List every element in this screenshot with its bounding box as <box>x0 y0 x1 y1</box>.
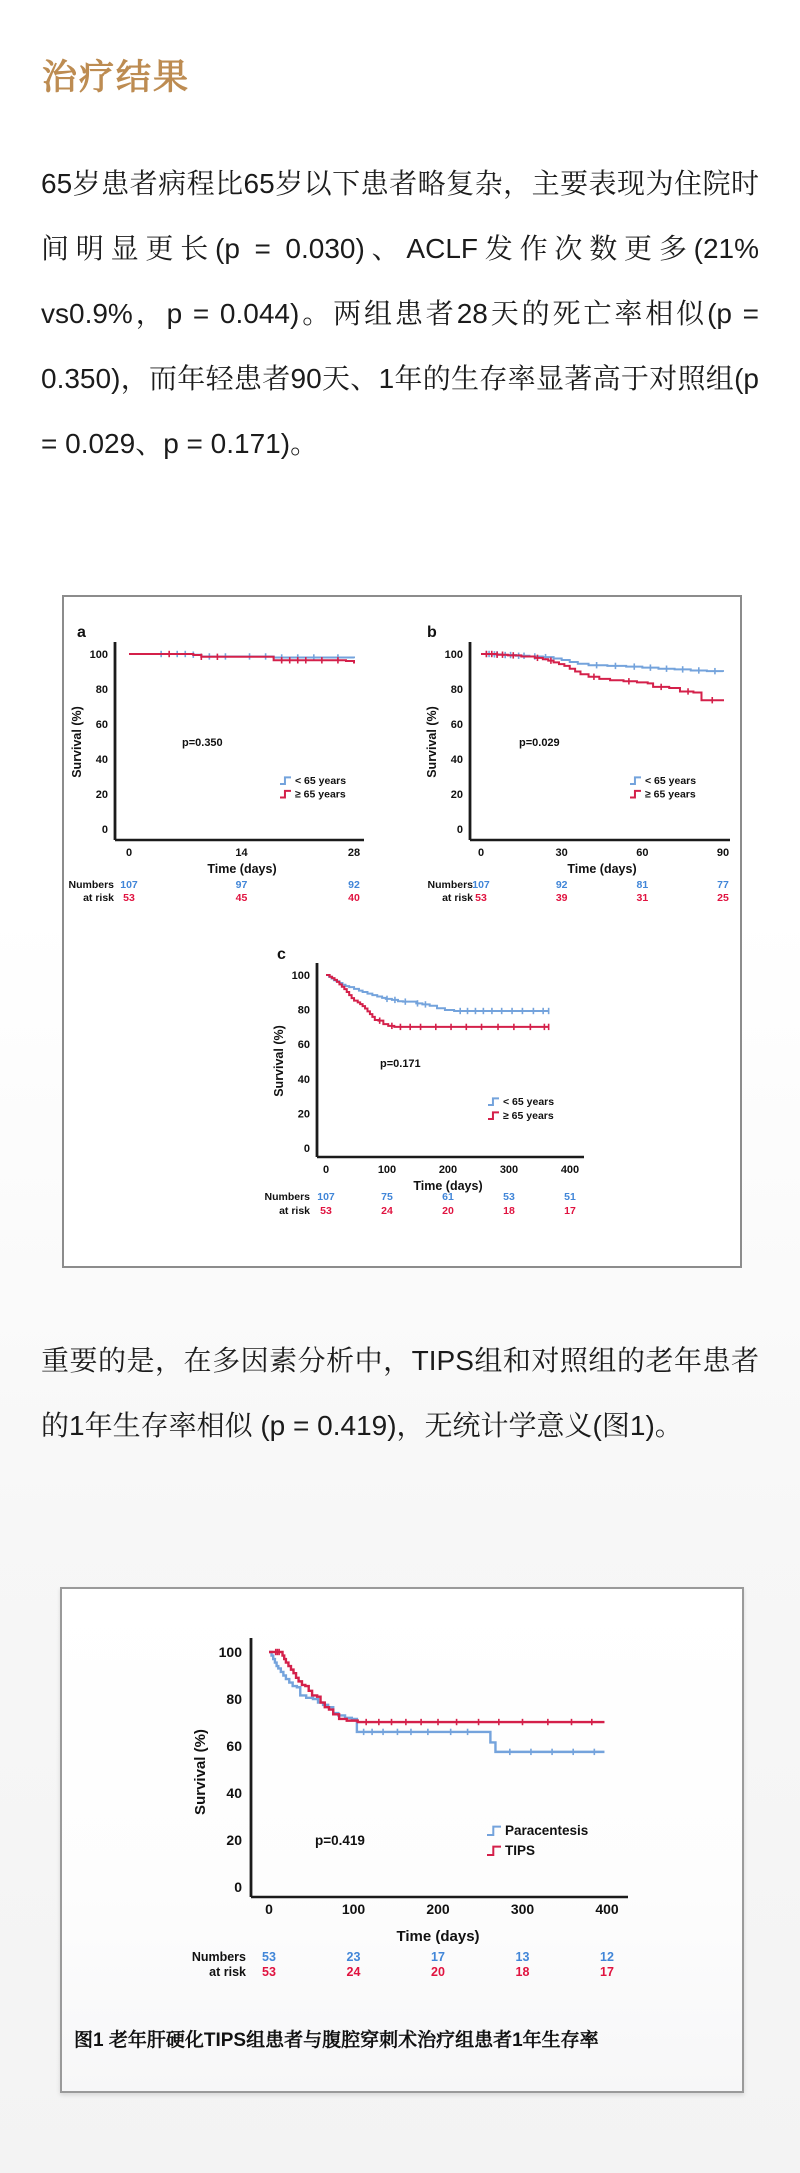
km-curve <box>269 1652 604 1722</box>
y-tick-label: 40 <box>95 753 108 766</box>
p-value: p=0.029 <box>519 737 560 749</box>
y-axis-title: Survival (%) <box>272 1025 286 1097</box>
risk-count: 20 <box>442 1205 454 1217</box>
y-tick-label: 100 <box>444 648 463 661</box>
legend-label: < 65 years <box>645 775 697 787</box>
p-value: p=0.171 <box>380 1058 421 1070</box>
y-tick-label: 40 <box>450 753 463 766</box>
x-tick-label: 200 <box>438 1164 458 1176</box>
risk-count: 107 <box>472 879 490 891</box>
risk-count: 107 <box>120 879 138 891</box>
risk-count: 24 <box>381 1205 393 1217</box>
legend-step-icon <box>630 791 641 798</box>
risk-count: 77 <box>717 879 729 891</box>
x-tick-label: 90 <box>716 847 730 859</box>
x-tick-label: 400 <box>595 1901 619 1917</box>
risk-table-label: at risk <box>83 892 114 904</box>
y-tick-label: 0 <box>303 1142 310 1155</box>
y-tick-label: 60 <box>450 718 463 731</box>
risk-count: 53 <box>320 1205 332 1217</box>
risk-count: 17 <box>431 1950 445 1964</box>
risk-count: 25 <box>717 892 729 904</box>
x-tick-label: 0 <box>322 1164 330 1176</box>
legend-label: ≥ 65 years <box>645 788 696 801</box>
y-tick-label: 80 <box>95 683 108 696</box>
y-tick-label: 40 <box>226 1785 242 1802</box>
x-tick-label: 300 <box>499 1164 519 1176</box>
y-tick-label: 0 <box>101 823 108 836</box>
y-axis-title: Survival (%) <box>425 706 439 778</box>
legend-step-icon <box>487 1827 501 1835</box>
y-tick-label: 0 <box>456 823 463 836</box>
y-tick-label: 60 <box>95 718 108 731</box>
x-tick-label: 300 <box>510 1901 535 1917</box>
legend-label: < 65 years <box>503 1096 555 1108</box>
risk-count: 61 <box>442 1191 454 1203</box>
x-tick-label: 0 <box>265 1901 273 1917</box>
paragraph-results-1: 65岁患者病程比65岁以下患者略复杂，主要表现为住院时间明显更长(p = 0.030)、ACLF发作次数更多(21% vs0.9%，p = 0.044)。两组患者28天的死亡率相似(p = 0.350)，而年轻患者90天、1年的生存率显著高于对照组(p = 0.029、p = 0.171)。 <box>41 168 759 459</box>
x-tick-label: 200 <box>426 1901 450 1917</box>
risk-count: 24 <box>346 1965 361 1979</box>
y-tick-label: 60 <box>226 1738 242 1755</box>
panel-label: c <box>277 946 286 963</box>
risk-count: 53 <box>262 1950 276 1964</box>
x-tick-label: 100 <box>341 1901 366 1917</box>
panel-label: a <box>77 624 86 641</box>
legend-label: Paracentesis <box>505 1823 589 1838</box>
legend-label: TIPS <box>505 1843 536 1858</box>
paragraph-results-2: 重要的是，在多因素分析中，TIPS组和对照组的老年患者的1年生存率相似 (p = 0.419)，无统计学意义(图1)。 <box>41 1345 759 1441</box>
risk-count: 17 <box>600 1965 614 1979</box>
p-value: p=0.350 <box>182 737 223 749</box>
risk-count: 17 <box>564 1205 576 1217</box>
km-curve <box>326 975 549 1011</box>
x-axis-title: Time (days) <box>567 862 637 876</box>
x-axis-title: Time (days) <box>413 1179 483 1193</box>
risk-count: 13 <box>515 1950 530 1964</box>
risk-table-label: Numbers <box>191 1950 246 1964</box>
risk-count: 75 <box>381 1191 393 1203</box>
risk-count: 53 <box>123 892 135 904</box>
risk-count: 107 <box>317 1191 335 1203</box>
x-tick-label: 60 <box>636 847 649 859</box>
risk-count: 53 <box>262 1965 276 1979</box>
risk-count: 18 <box>515 1965 530 1979</box>
y-tick-label: 20 <box>95 788 108 801</box>
risk-table-label: at risk <box>209 1965 246 1979</box>
y-tick-label: 100 <box>218 1644 242 1661</box>
risk-count: 18 <box>503 1205 515 1217</box>
risk-count: 31 <box>636 892 649 904</box>
risk-count: 97 <box>235 879 248 891</box>
km-curve <box>269 1652 604 1752</box>
km-chart-age-panels <box>64 597 740 1266</box>
km-curve <box>481 654 723 672</box>
y-tick-label: 20 <box>226 1832 242 1849</box>
y-tick-label: 20 <box>297 1108 310 1121</box>
risk-table-label: at risk <box>279 1205 310 1217</box>
risk-table-label: Numbers <box>264 1191 310 1203</box>
x-tick-label: 400 <box>560 1164 580 1176</box>
y-tick-label: 80 <box>297 1004 310 1017</box>
x-axis-title: Time (days) <box>396 1928 480 1945</box>
km-curve <box>481 654 723 701</box>
x-tick-label: 14 <box>235 847 248 859</box>
y-tick-label: 40 <box>297 1073 310 1086</box>
x-tick-label: 30 <box>555 847 568 859</box>
legend-label: < 65 years <box>295 775 347 787</box>
risk-count: 81 <box>636 879 649 891</box>
x-tick-label: 0 <box>125 847 133 859</box>
y-tick-label: 0 <box>234 1879 242 1896</box>
legend-step-icon <box>280 777 291 784</box>
km-curve <box>129 654 354 663</box>
y-tick-label: 100 <box>291 969 310 982</box>
figure-km-by-age <box>62 595 742 1268</box>
risk-count: 39 <box>555 892 568 904</box>
risk-table-label: Numbers <box>68 879 114 891</box>
legend-step-icon <box>280 791 291 798</box>
x-axis-title: Time (days) <box>207 862 277 876</box>
section-title: 治疗结果 <box>42 58 191 97</box>
risk-count: 12 <box>600 1950 614 1964</box>
y-axis-title: Survival (%) <box>70 706 84 778</box>
km-curve <box>326 975 549 1027</box>
risk-table-label: Numbers <box>427 879 473 891</box>
x-tick-label: 100 <box>377 1164 397 1176</box>
legend-label: ≥ 65 years <box>295 788 346 801</box>
risk-count: 53 <box>475 892 487 904</box>
risk-count: 45 <box>235 892 248 904</box>
risk-count: 92 <box>555 879 568 891</box>
figure-1-tips-vs-paracentesis <box>60 1587 744 2093</box>
panel-label: b <box>427 624 437 641</box>
p-value: p=0.419 <box>315 1833 365 1848</box>
km-chart-tips-paracentesis <box>62 1589 742 2009</box>
risk-count: 40 <box>348 892 360 904</box>
y-tick-label: 100 <box>89 648 108 661</box>
risk-table-label: at risk <box>442 892 473 904</box>
risk-count: 23 <box>346 1950 361 1964</box>
y-tick-label: 80 <box>226 1691 242 1708</box>
risk-count: 92 <box>348 879 360 891</box>
x-tick-label: 28 <box>347 847 361 859</box>
legend-step-icon <box>630 777 641 784</box>
risk-count: 20 <box>431 1965 445 1979</box>
legend-step-icon <box>488 1112 499 1119</box>
y-tick-label: 80 <box>450 683 463 696</box>
risk-count: 53 <box>503 1191 515 1203</box>
legend-step-icon <box>488 1098 499 1105</box>
y-axis-title: Survival (%) <box>192 1729 209 1815</box>
risk-count: 51 <box>564 1191 576 1203</box>
figure-caption: 图1 老年肝硬化TIPS组患者与腹腔穿刺术治疗组患者1年生存率 <box>74 2030 599 2051</box>
x-tick-label: 0 <box>477 847 485 859</box>
legend-step-icon <box>487 1847 501 1855</box>
y-tick-label: 60 <box>297 1039 310 1052</box>
legend-label: ≥ 65 years <box>503 1110 554 1122</box>
y-tick-label: 20 <box>450 788 463 801</box>
